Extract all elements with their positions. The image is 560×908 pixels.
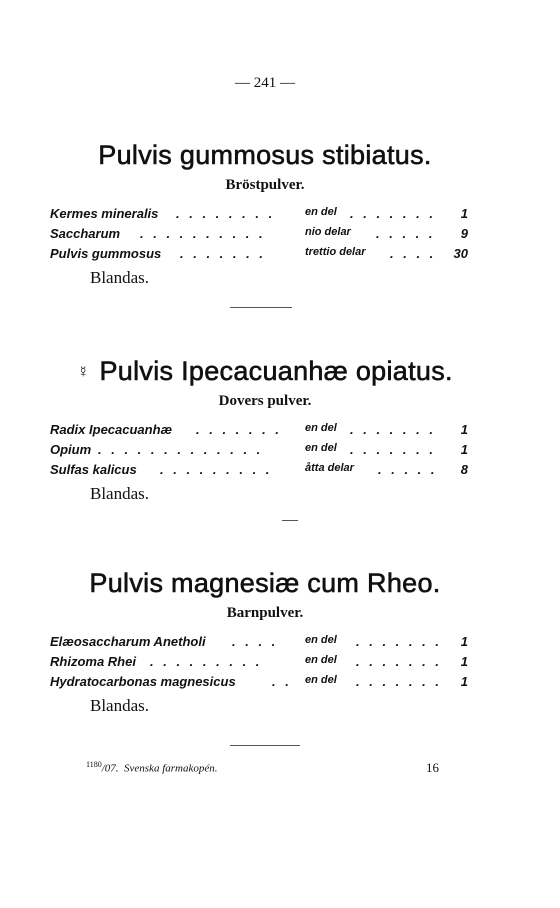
- mix-instruction: Blandas.: [90, 268, 150, 287]
- signature-mark: 16: [426, 760, 439, 775]
- ingredient-quantity: en del: [305, 674, 337, 686]
- leader-dots: . . . .: [232, 634, 279, 649]
- ingredient-row: [0, 246, 560, 266]
- leader-dots: . . . . . . . . . . . . .: [98, 442, 264, 457]
- ingredient-row: [0, 462, 560, 482]
- recipe-title: [0, 140, 530, 171]
- recipe-title-text: Pulvis Ipecacuanhæ opiatus.: [99, 356, 453, 386]
- ingredient-name: Rhizoma Rhei: [50, 654, 136, 669]
- ingredient-row: [0, 206, 560, 226]
- leader-dots: . . . . . . .: [356, 634, 442, 649]
- recipe-section: [0, 356, 560, 504]
- section-divider: [230, 745, 300, 746]
- ingredient-row: [0, 654, 560, 674]
- ingredient-amount: 1: [460, 422, 468, 437]
- leader-dots: . . . . . . .: [350, 422, 436, 437]
- ingredient-name: Saccharum: [50, 226, 121, 241]
- leader-dots: . . . . . . . . . .: [140, 226, 266, 241]
- leader-dots: . . . . . . .: [196, 422, 282, 437]
- ingredient-quantity: en del: [305, 442, 337, 454]
- page-number: — 241 —: [235, 75, 295, 91]
- ingredient-row: [0, 674, 560, 694]
- poison-mark-icon: ☿: [77, 363, 90, 381]
- ingredient-quantity: en del: [305, 422, 337, 434]
- leader-dots: . . . . . . .: [180, 246, 266, 261]
- leader-dots: . . . . . . . .: [176, 206, 276, 221]
- leader-dots: . . . . . . .: [356, 674, 442, 689]
- ingredient-quantity: trettio delar: [305, 246, 366, 258]
- leader-dots: . . . . . . . . .: [160, 462, 273, 477]
- ingredient-row: [0, 442, 560, 462]
- recipe-title-text: Pulvis gummosus stibiatus.: [98, 140, 432, 170]
- leader-dots: . . . . . . . . .: [150, 654, 263, 669]
- ingredient-amount: 1: [460, 206, 468, 221]
- ingredient-amount: 1: [460, 442, 468, 457]
- ingredient-name: Hydratocarbonas magnesicus: [50, 674, 236, 689]
- publication-name: Svenska farmakopén.: [124, 762, 218, 775]
- leader-dots: . . . . . . .: [350, 442, 436, 457]
- recipe-subtitle: Dovers pulver.: [218, 393, 312, 409]
- ingredient-row: [0, 422, 560, 442]
- mix-instruction: Blandas.: [90, 484, 150, 503]
- ingredient-row: [0, 226, 560, 246]
- ingredient-name: Opium: [50, 442, 92, 457]
- ingredient-list: [0, 422, 560, 482]
- ingredient-list: [0, 634, 560, 694]
- section-divider: [230, 307, 292, 308]
- print-year: /07.: [101, 762, 119, 775]
- ingredient-name: Elæosaccharum Anetholi: [50, 634, 206, 649]
- recipe-section: [0, 568, 560, 716]
- ingredient-name: Pulvis gummosus: [50, 246, 162, 261]
- leader-dots: . . . .: [390, 246, 437, 261]
- ingredient-list: [0, 206, 560, 266]
- leader-dots: . . . . . . .: [350, 206, 436, 221]
- ingredient-amount: 1: [460, 654, 468, 669]
- mix-instruction: Blandas.: [90, 696, 150, 715]
- leader-dots: . . . . . . .: [356, 654, 442, 669]
- leader-dots: . . . . .: [376, 226, 436, 241]
- printer-note: [86, 760, 218, 775]
- ingredient-row: [0, 634, 560, 654]
- ingredient-amount: 1: [460, 674, 468, 689]
- ingredient-amount: 30: [453, 246, 468, 261]
- recipe-title-text: Pulvis magnesiæ cum Rheo.: [89, 568, 441, 598]
- ingredient-name: Kermes mineralis: [50, 206, 159, 221]
- ingredient-name: Radix Ipecacuanhæ: [50, 422, 173, 437]
- ingredient-quantity: åtta delar: [305, 462, 354, 474]
- recipe-title: [0, 568, 530, 599]
- ingredient-quantity: nio delar: [305, 226, 351, 238]
- section-divider: [282, 520, 298, 521]
- leader-dots: . .: [272, 674, 292, 689]
- ingredient-amount: 8: [460, 462, 468, 477]
- ingredient-name: Sulfas kalicus: [50, 462, 137, 477]
- ingredient-quantity: en del: [305, 634, 337, 646]
- recipe-subtitle: Bröstpulver.: [225, 177, 305, 193]
- ingredient-quantity: en del: [305, 654, 337, 666]
- recipe-section: [0, 140, 560, 288]
- ingredient-quantity: en del: [305, 206, 337, 218]
- print-code: 1180: [86, 760, 102, 769]
- recipe-title: [0, 356, 530, 387]
- leader-dots: . . . . .: [378, 462, 438, 477]
- recipe-subtitle: Barnpulver.: [226, 605, 304, 621]
- ingredient-amount: 9: [460, 226, 468, 241]
- ingredient-amount: 1: [460, 634, 468, 649]
